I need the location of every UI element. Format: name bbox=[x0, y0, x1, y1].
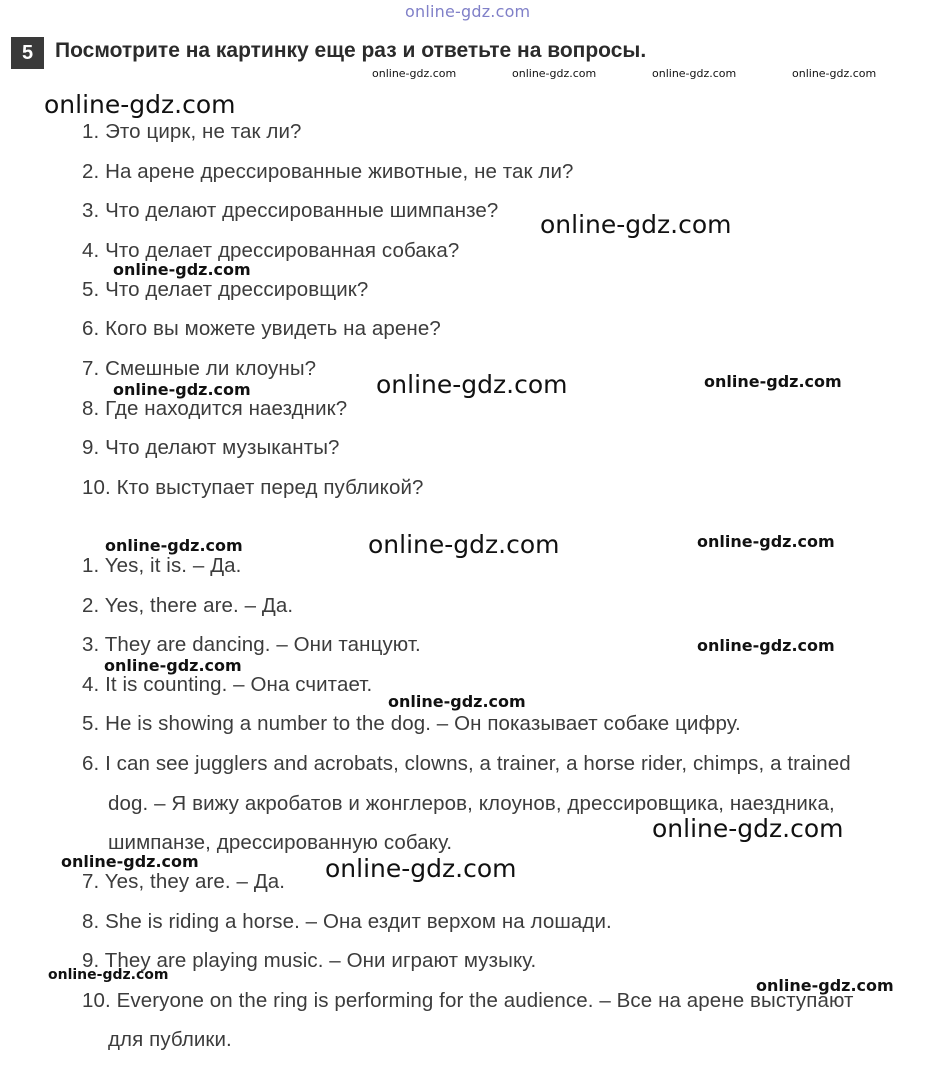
question-item: 4. Что делает дрессированная собака? bbox=[82, 239, 460, 262]
answer-item-continuation: шимпанзе, дрессированную собаку. bbox=[108, 831, 453, 854]
answer-item: 1. Yes, it is. – Да. bbox=[82, 554, 242, 577]
answer-item: 6. I can see jugglers and acrobats, clowns, a trainer, a horse rider, chimps, a trained bbox=[82, 752, 851, 775]
watermark: online-gdz.com bbox=[512, 67, 597, 80]
watermark: online-gdz.com bbox=[44, 90, 236, 119]
answer-item: 7. Yes, they are. – Да. bbox=[82, 870, 286, 893]
answer-item: 4. It is counting. – Она считает. bbox=[82, 673, 373, 696]
watermark: online-gdz.com bbox=[48, 967, 169, 983]
answer-item-continuation: для публики. bbox=[108, 1028, 232, 1051]
answer-item: 10. Everyone on the ring is performing for the audience. – Все на арене выступают bbox=[82, 989, 854, 1012]
answer-item: 5. He is showing a number to the dog. – Он показывает собаке цифру. bbox=[82, 712, 741, 735]
watermark: online-gdz.com bbox=[652, 67, 737, 80]
question-item: 10. Кто выступает перед публикой? bbox=[82, 476, 424, 499]
watermark: online-gdz.com bbox=[704, 372, 842, 391]
watermark: online-gdz.com bbox=[388, 692, 526, 711]
question-item: 3. Что делают дрессированные шимпанзе? bbox=[82, 199, 499, 222]
answer-item: 8. She is riding a horse. – Она ездит верхом на лошади. bbox=[82, 910, 612, 933]
watermark: online-gdz.com bbox=[368, 530, 560, 559]
question-item: 5. Что делает дрессировщик? bbox=[82, 278, 369, 301]
answer-item: 9. They are playing music. – Они играют музыку. bbox=[82, 949, 537, 972]
question-item: 7. Смешные ли клоуны? bbox=[82, 357, 317, 380]
answer-item: 2. Yes, there are. – Да. bbox=[82, 594, 294, 617]
watermark-top: online-gdz.com bbox=[405, 2, 531, 21]
task-number-badge: 5 bbox=[11, 37, 44, 69]
watermark: online-gdz.com bbox=[697, 636, 835, 655]
watermark: online-gdz.com bbox=[105, 536, 243, 555]
watermark: online-gdz.com bbox=[652, 814, 844, 843]
watermark: online-gdz.com bbox=[113, 260, 251, 279]
watermark: online-gdz.com bbox=[376, 370, 568, 399]
question-item: 6. Кого вы можете увидеть на арене? bbox=[82, 317, 441, 340]
watermark: online-gdz.com bbox=[113, 380, 251, 399]
watermark: online-gdz.com bbox=[372, 67, 457, 80]
answer-item-continuation: dog. – Я вижу акробатов и жонглеров, клоунов, дрессировщика, наездника, bbox=[108, 792, 835, 815]
watermark: online-gdz.com bbox=[325, 854, 517, 883]
watermark: online-gdz.com bbox=[697, 532, 835, 551]
watermark: online-gdz.com bbox=[540, 210, 732, 239]
task-title: Посмотрите на картинку еще раз и ответьте на вопросы. bbox=[55, 39, 647, 62]
question-item: 1. Это цирк, не так ли? bbox=[82, 120, 302, 143]
answer-item: 3. They are dancing. – Они танцуют. bbox=[82, 633, 421, 656]
watermark: online-gdz.com bbox=[756, 976, 894, 995]
question-item: 9. Что делают музыканты? bbox=[82, 436, 340, 459]
question-item: 2. На арене дрессированные животные, не так ли? bbox=[82, 160, 574, 183]
question-item: 8. Где находится наездник? bbox=[82, 397, 348, 420]
watermark: online-gdz.com bbox=[104, 656, 242, 675]
watermark: online-gdz.com bbox=[792, 67, 877, 80]
watermark: online-gdz.com bbox=[61, 852, 199, 871]
